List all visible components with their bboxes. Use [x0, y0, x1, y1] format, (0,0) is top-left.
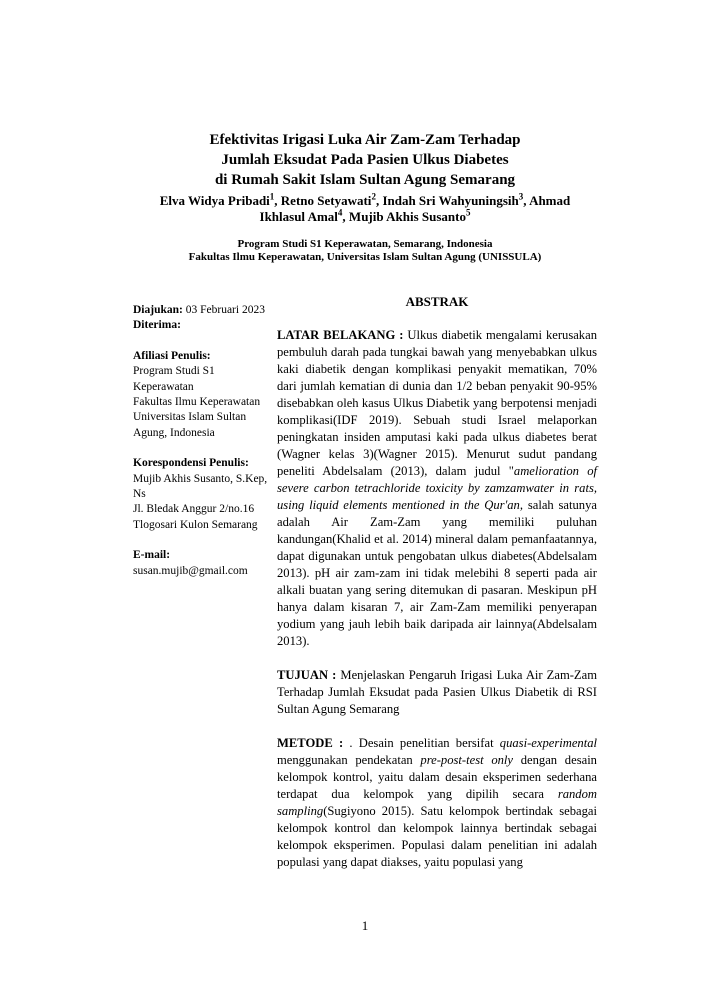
author-superscript: 1 [269, 191, 275, 202]
correspondence-name: Mujib Akhis Susanto, S.Kep, Ns [133, 472, 268, 501]
background-paragraph [277, 327, 597, 650]
correspondence-label: Korespondensi Penulis: [133, 457, 249, 470]
method-text: menggunakan pendekatan [277, 753, 421, 767]
email-value: susan.mujib@gmail.com [133, 564, 248, 577]
method-text: (Sugiyono 2015). Satu kelompok bertindak sebagai kelompok kontrol dan kelompok lainnya bertindak sebagai kelompok eksperimen. Populasi dalam penelitian ini adalah populasi yang dapat diakses, yaitu populasi yang [277, 804, 597, 869]
page-number: 1 [361, 918, 369, 933]
authors-line [133, 193, 597, 225]
submitted-label: Diajukan: [133, 304, 183, 316]
authors-line-1 [133, 193, 597, 209]
submitted-date: 03 Februari 2023 [182, 304, 265, 316]
objective-label: TUJUAN : [277, 668, 337, 682]
author-name: , Ahmad [523, 193, 571, 208]
affiliation-line-2: Fakultas Ilmu Keperawatan, Universitas Islam Sultan Agung (UNISSULA) [188, 251, 542, 263]
title-line-1: Efektivitas Irigasi Luka Air Zam-Zam Terhadap [209, 132, 521, 148]
correspondence-block [133, 456, 270, 533]
method-term: pre-post-test only [420, 753, 514, 767]
author-name: , Indah Sri Wahyuningsih [375, 193, 519, 208]
method-label: METODE : [277, 736, 344, 750]
abstract-column [277, 293, 597, 888]
affiliation-line-1: Program Studi S1 Keperawatan, Semarang, Indonesia [237, 238, 493, 250]
page-footer [133, 918, 597, 934]
author-superscript: 3 [518, 191, 524, 202]
submitted-line [133, 303, 270, 318]
email-label: E-mail: [133, 549, 171, 562]
method-text: dengan desain kelompok kontrol, yaitu dalam desain eksperimen sederhana terdapat dua kelompok yang dipilih secara [277, 753, 597, 801]
title-line-3: di Rumah Sakit Islam Sultan Agung Semarang [214, 172, 516, 188]
received-label: Diterima: [133, 319, 181, 332]
background-text: Ulkus diabetik mengalami kerusakan pembuluh darah pada tungkai bawah yang menyebabkan ulkus kaki diabetik dengan komplikasi penyakit mematikan, 70% dari jumlah kematian di dunia dan 1/2 beban penyakit 90-95% disebabkan oleh kasus Ulkus Diabetik yang berpotensi menjadi komplikasi(IDF 2019). Sebuah studi Israel melaporkan peningkatan insiden amputasi kaki pada ulkus diabetes berat (Wagner kelas 3)(Wagner 2015). Menurut sudut pandang peneliti Abdelsalam (2013), dalam judul " [277, 328, 597, 478]
affiliation-text-1: Program Studi S1 Keperawatan [133, 365, 215, 393]
objective-paragraph [277, 667, 597, 718]
authors-line-2 [133, 209, 597, 225]
background-cited-title: amelioration of severe carbon tetrachloride toxicity by zamzamwater in rats, using liquid elements mentioned in the Qur'an, [277, 464, 597, 512]
author-superscript: 4 [337, 207, 343, 218]
background-label: LATAR BELAKANG : [277, 328, 404, 342]
author-name: Elva Widya Pribadi [159, 193, 270, 208]
affiliation-block [133, 238, 597, 264]
author-affiliation-block [133, 349, 270, 441]
paper-header [133, 130, 597, 264]
method-term: quasi-experimental [499, 736, 598, 750]
title-line-2: Jumlah Eksudat Pada Pasien Ulkus Diabetes [221, 152, 509, 168]
method-paragraph [277, 735, 597, 871]
method-text: . Desain penelitian bersifat [343, 736, 500, 750]
objective-text: Menjelaskan Pengaruh Irigasi Luka Air Zam-Zam Terhadap Jumlah Eksudat pada Pasien Ulkus Diabetik di RSI Sultan Agung Semarang [277, 668, 598, 716]
method-term: random sampling [277, 787, 597, 818]
author-superscript: 5 [465, 207, 471, 218]
paper-title [133, 130, 597, 190]
affiliation-label: Afiliasi Penulis: [133, 349, 211, 362]
submission-dates-block [133, 303, 270, 334]
email-block [133, 548, 270, 579]
author-superscript: 2 [371, 191, 376, 202]
correspondence-address: Jl. Bledak Anggur 2/no.16 Tlogosari Kulon Semarang [133, 503, 258, 531]
article-meta-sidebar [133, 303, 270, 594]
background-text: salah satunya adalah Air Zam-Zam yang memiliki puluhan kandungan(Khalid et al. 2014) mineral dalam pemanfaatannya, dapat digunakan untuk pengobatan ulkus diabetes(Abdelsalam 2013). pH air zam-zam ini tidak melebihi 8 seperti pada air alkali buatan yang sering ditemukan di pasaran. Meskipun pH hanya dalam kisaran 7, air Zam-Zam memiliki penyerapan yodium yang jauh lebih baik daripada air lainnya(Abdelsalam 2013). [277, 498, 597, 648]
affiliation-text-2: Fakultas Ilmu Keperawatan Universitas Islam Sultan Agung, Indonesia [133, 396, 261, 439]
author-name: , Mujib Akhis Susanto [342, 209, 466, 224]
abstract-heading: ABSTRAK [405, 294, 469, 309]
author-name: Ikhlasul Amal [259, 209, 338, 224]
author-name: , Retno Setyawati [274, 193, 372, 208]
